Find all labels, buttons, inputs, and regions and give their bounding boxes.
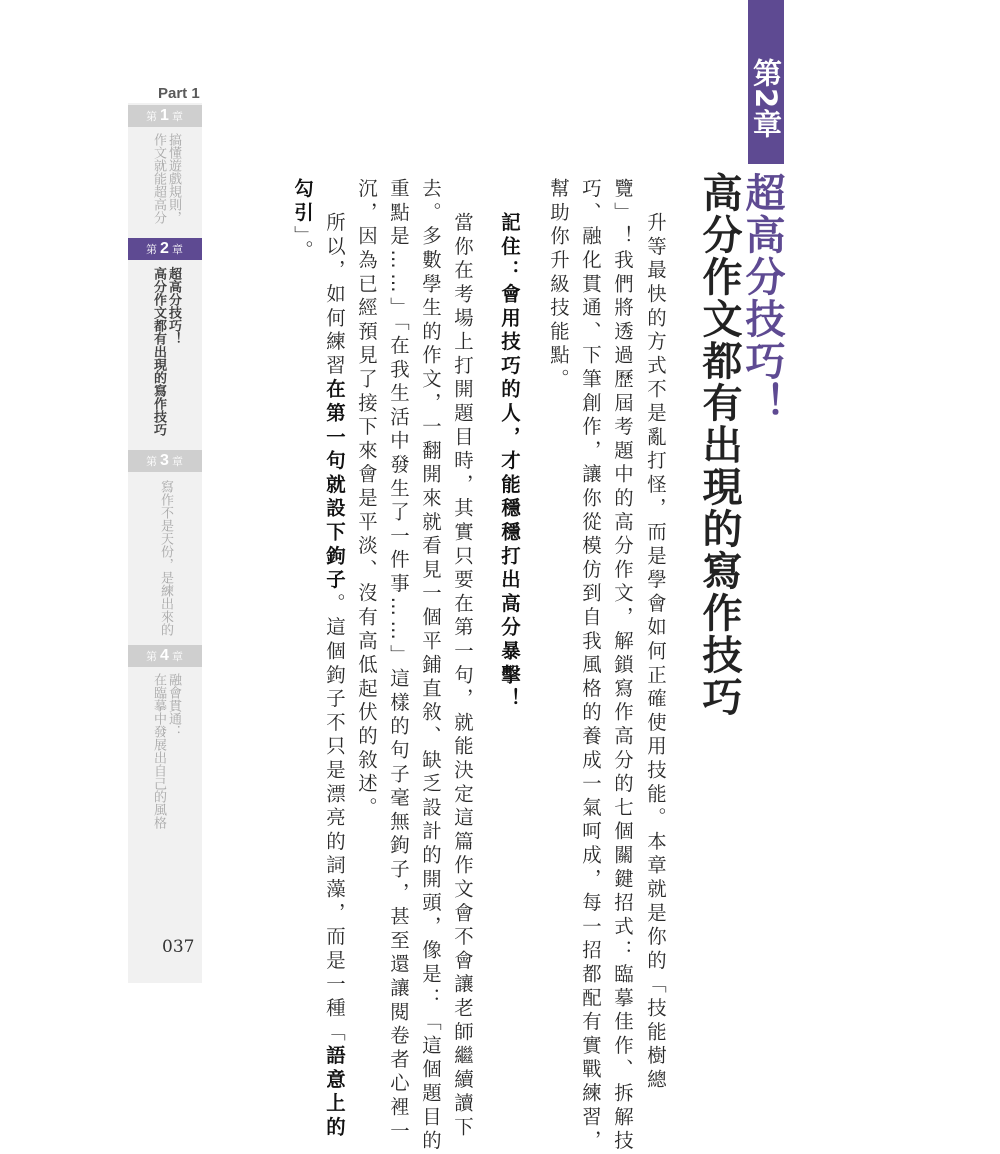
part-label: Part 1 xyxy=(158,85,200,102)
body-column-8: 重點是……」「在我生活中發生了一件事……」這樣的句子毫無鉤子，甚至還讓閱卷者心裡一 xyxy=(387,178,410,1145)
body-column-3: 巧、融化貫通、下筆創作，讓你從模仿到自我風格的養成一氣呵成，每一招都配有實戰練習， xyxy=(579,178,602,1154)
chapter-tab-4[interactable]: 第 4 章 xyxy=(128,645,202,667)
chapter-title-line2: 高分作文都有出現的寫作技巧 xyxy=(696,172,742,718)
chapter-tab-2[interactable]: 第 2 章 xyxy=(128,238,202,260)
body-column-2: 覽」！我們將透過歷屆考題中的高分作文，解鎖寫作高分的七個關鍵招式：臨摹佳作、拆解技 xyxy=(611,178,634,1154)
chapter-label: 第2章 xyxy=(749,58,783,140)
chapter-4-title-line2: 在臨摹中發展出自己的風格 xyxy=(151,673,166,829)
body-column-10: 所以，如何練習在第一句就設下鉤子。這個鉤子不只是漂亮的詞藻，而是一種「語意上的 xyxy=(323,212,346,1141)
chapter-tab-3[interactable]: 第 3 章 xyxy=(128,450,202,472)
body-column-4: 幫助你升級技能點。 xyxy=(547,178,570,393)
body-column-11: 勾引」。 xyxy=(291,178,314,264)
chapter-2-title-line2: 高分作文都有出現的寫作技巧 xyxy=(151,267,166,436)
body-column-1: 升等最快的方式不是亂打怪，而是學會如何正確使用技能。本章就是你的「技能樹總 xyxy=(644,212,667,1093)
chapter-4-title: 融會貫通： xyxy=(166,673,181,738)
body-column-6: 當你在考場上打開題目時，其實只要在第一句，就能決定這篇作文會不會讓老師繼續讀下 xyxy=(451,212,474,1141)
chapter-2-title: 超高分技巧！ xyxy=(166,267,181,345)
body-column-9: 沉，因為已經預見了接下來會是平淡、沒有高低起伏的敘述。 xyxy=(355,178,378,821)
chapter-index-sidebar xyxy=(128,85,204,985)
chapter-tab-1[interactable]: 第 1 章 xyxy=(128,105,202,127)
chapter-3-title: 寫作不是天份，是練出來的 xyxy=(158,480,173,636)
page-number: 037 xyxy=(162,937,195,957)
body-column-emphasis: 記住：會用技巧的人，才能穩穩打出高分暴擊！ xyxy=(498,212,521,712)
chapter-1-title: 搞懂遊戲規則， xyxy=(166,133,181,224)
body-column-7: 去。多數學生的作文，一翻開來就看見一個平鋪直敘、缺乏設計的開頭，像是：「這個題目的 xyxy=(419,178,442,1154)
chapter-1-title-line2: 作文就能超高分 xyxy=(151,133,166,224)
chapter-title-line1: 超高分技巧！ xyxy=(739,172,785,424)
chapter-label-box xyxy=(748,0,784,164)
